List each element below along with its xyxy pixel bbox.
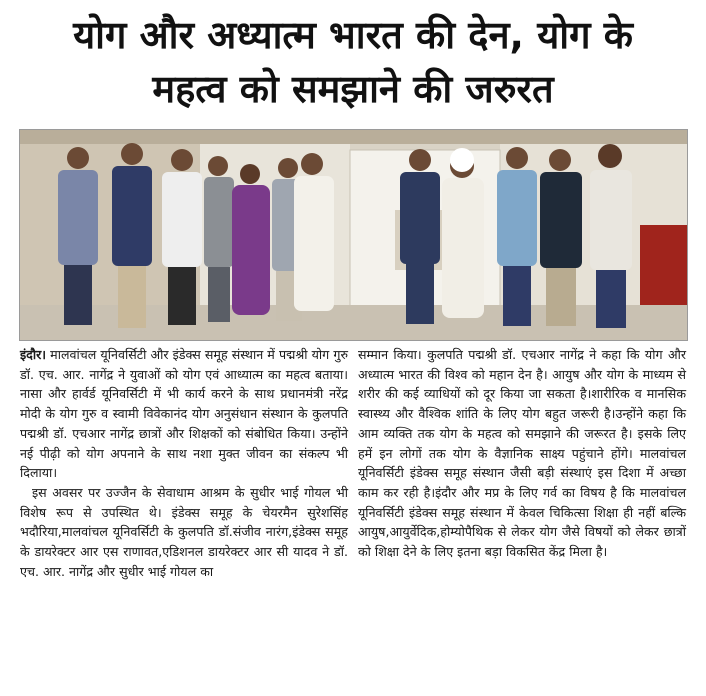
article-paragraph: सम्मान किया। कुलपति पद्मश्री डॉ. एचआर नागेंद्र ने कहा कि योग और अध्यात्म भारत की विश्व को महान देन है। आयुष और योग के माध्यम से शरीर की कई व्याधियों को दूर किया जा सकता है।शारीरिक व मानसिक स्वास्थ्य और वैश्विक शांति के लिए योग बहुत जरूरी है।उन्होंने कहा कि आम व्यक्ति तक योग के महत्व को समझाने की जरूरत है। इसके लिए हमें इन लोगों तक योग के वैज्ञानिक साक्ष्य पहुंचाने होंगे। मालवांचल यूनिवर्सिटी इंडेक्स समूह संस्थान जैसी बड़ी संस्थाएं इस दिशा में अच्छा काम कर रही है।इंदौर और मप्र के लिए गर्व का विषय है कि मालवांचल यूनिवर्सिटी इंडेक्स समूह संस्थान में केवल चिकित्सा शिक्षा ही नहीं बल्कि आयुष,आयुर्वेदिक,होम्योपैथिक से लेकर योग जैसे विषयों को लेकर छात्रों को शिक्षा देने के लिए इतना बड़ा विकसित केंद्र मिला है। (358, 347, 686, 560)
article-paragraph (20, 345, 348, 483)
group-photo (19, 129, 688, 341)
headline-line-1: योग और अध्यात्म भारत की देन, योग के (73, 13, 633, 57)
article-left-column (20, 345, 348, 581)
group-photo-illustration (20, 130, 687, 340)
article-right-column (358, 345, 686, 562)
headline-line-2: महत्व को समझाने की जरुरत (152, 67, 554, 111)
headline (0, 8, 706, 116)
dateline: इंदौर। (20, 347, 47, 362)
article-paragraph: इस अवसर पर उज्जैन के सेवाधाम आश्रम के सुधीर भाई गोयल भी विशेष रूप से उपस्थित थे। इंडेक्स समूह के चेयरमैन सुरेशसिंह भदौरिया,मालवांचल यूनिवर्सिटी के कुलपति डॉ.संजीव नारंग,इंडेक्स समूह के डायरेक्टर आर एस राणावत,एडिशनल डायरेक्टर आर सी यादव ने डॉ. एच. आर. नागेंद्र और सुधीर भाई गोयल का (20, 484, 348, 579)
paragraph-text: मालवांचल यूनिवर्सिटी और इंडेक्स समूह संस्थान में पद्मश्री योग गुरु डॉ. एच. आर. नागेंद्र ने युवाओं को योग एवं आध्यात्म का महत्व बताया।नासा और हार्वर्ड यूनिवर्सिटी में भी कार्य करने के साथ प्रधानमंत्री नरेंद्र मोदी के योग गुरु व स्वामी विवेकानंद योग अनुसंधान संस्थान के कुलपति पद्मश्री डॉ. एचआर नागेंद्र छात्रों और शिक्षकों को संबोधित किया। उन्होंने नई पीढ़ी को योग अपनाने के साथ नशा मुक्त जीवन का संकल्प भी दिलाया। (20, 347, 348, 481)
